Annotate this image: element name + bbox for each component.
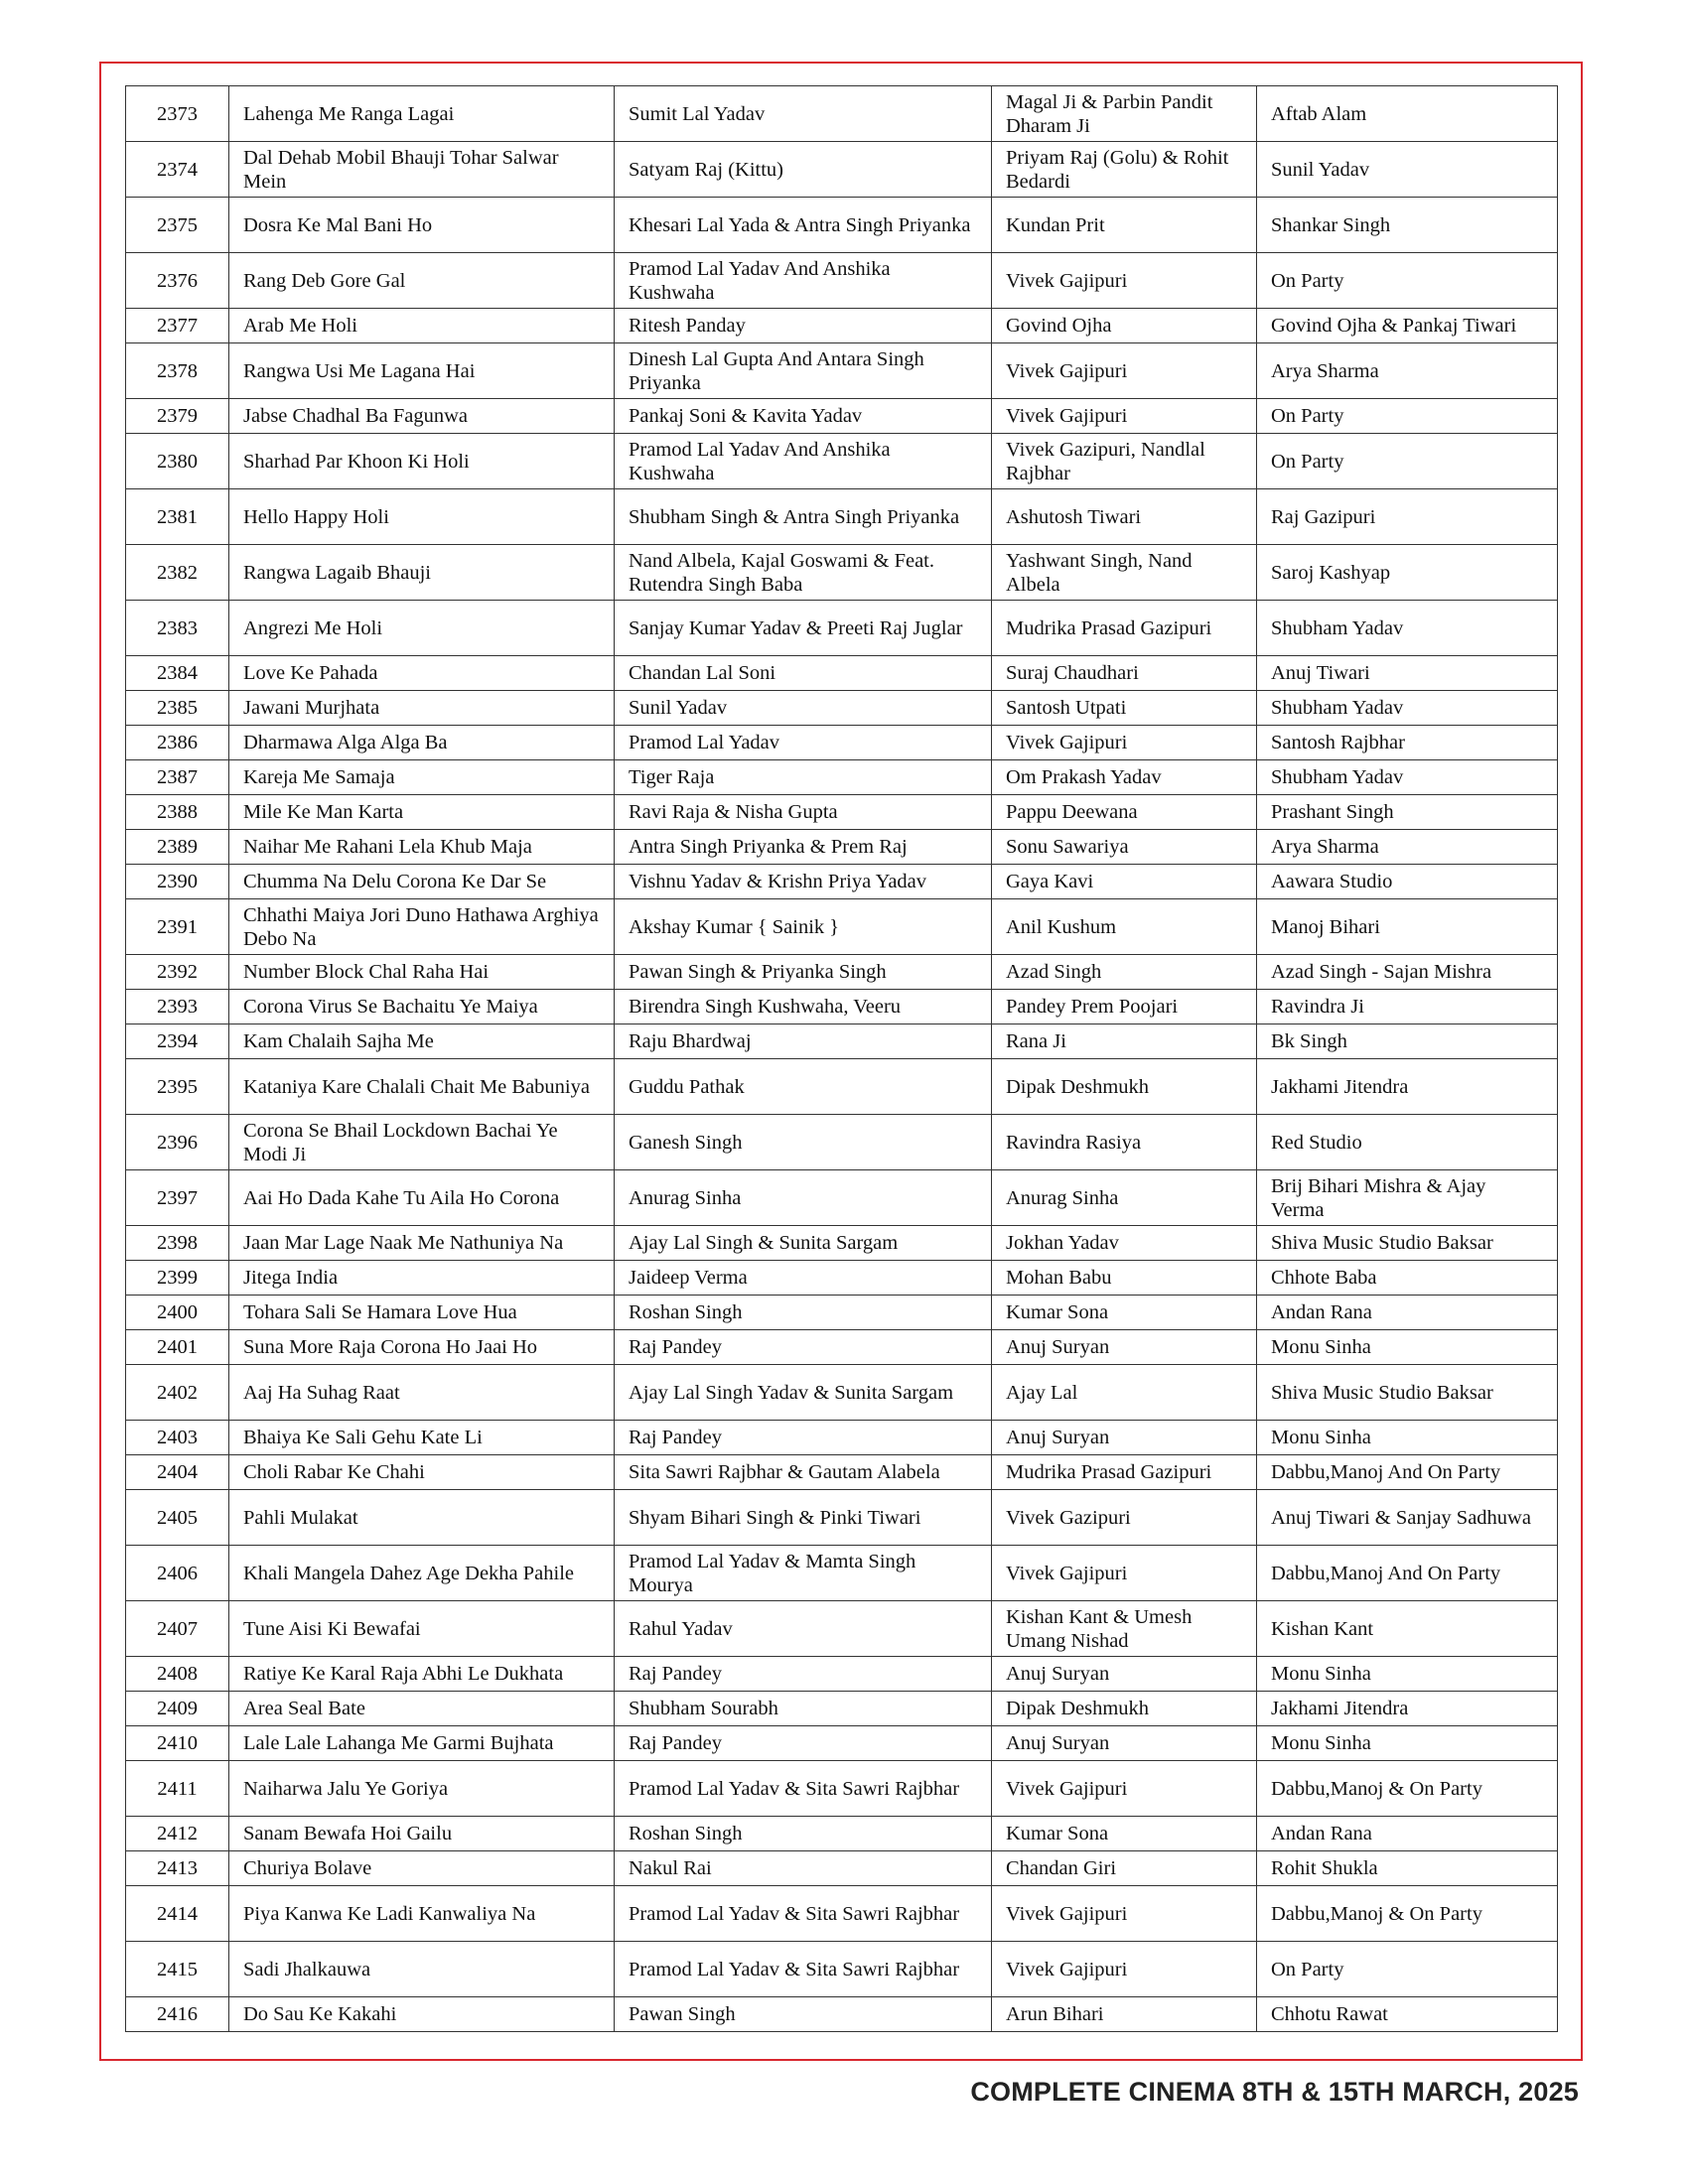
lyricist-cell: Vivek Gajipuri — [992, 726, 1257, 760]
song-number-cell: 2388 — [126, 795, 229, 830]
song-number-cell: 2376 — [126, 253, 229, 309]
table-row — [126, 830, 1558, 865]
music-cell: Prashant Singh — [1257, 795, 1558, 830]
song-title-cell: Aai Ho Dada Kahe Tu Aila Ho Corona — [229, 1170, 615, 1226]
singer-cell: Pramod Lal Yadav & Sita Sawri Rajbhar — [615, 1942, 992, 1997]
singer-cell: Akshay Kumar { Sainik } — [615, 899, 992, 955]
lyricist-cell: Vivek Gajipuri — [992, 343, 1257, 399]
table-row — [126, 726, 1558, 760]
table-row — [126, 899, 1558, 955]
table-row — [126, 795, 1558, 830]
song-title-cell: Rangwa Usi Me Lagana Hai — [229, 343, 615, 399]
table-row — [126, 1997, 1558, 2032]
lyricist-cell: Om Prakash Yadav — [992, 760, 1257, 795]
music-cell: Shubham Yadav — [1257, 760, 1558, 795]
lyricist-cell: Vivek Gajipuri — [992, 1886, 1257, 1942]
singer-cell: Pramod Lal Yadav & Mamta Singh Mourya — [615, 1546, 992, 1601]
song-number-cell: 2400 — [126, 1296, 229, 1330]
table-row — [126, 1261, 1558, 1296]
music-cell: Manoj Bihari — [1257, 899, 1558, 955]
table-row — [126, 309, 1558, 343]
music-cell: On Party — [1257, 253, 1558, 309]
music-cell: Bk Singh — [1257, 1024, 1558, 1059]
music-cell: Chhote Baba — [1257, 1261, 1558, 1296]
music-cell: Red Studio — [1257, 1115, 1558, 1170]
song-title-cell: Corona Virus Se Bachaitu Ye Maiya — [229, 990, 615, 1024]
song-title-cell: Aaj Ha Suhag Raat — [229, 1365, 615, 1421]
song-title-cell: Do Sau Ke Kakahi — [229, 1997, 615, 2032]
song-number-cell: 2393 — [126, 990, 229, 1024]
song-table-body — [126, 86, 1558, 2032]
lyricist-cell: Kumar Sona — [992, 1817, 1257, 1851]
lyricist-cell: Jokhan Yadav — [992, 1226, 1257, 1261]
lyricist-cell: Pappu Deewana — [992, 795, 1257, 830]
singer-cell: Pawan Singh & Priyanka Singh — [615, 955, 992, 990]
singer-cell: Sunil Yadav — [615, 691, 992, 726]
page-frame — [99, 62, 1583, 2061]
lyricist-cell: Vivek Gajipuri — [992, 1761, 1257, 1817]
music-cell: Shubham Yadav — [1257, 691, 1558, 726]
lyricist-cell: Gaya Kavi — [992, 865, 1257, 899]
lyricist-cell: Anuj Suryan — [992, 1726, 1257, 1761]
lyricist-cell: Kundan Prit — [992, 198, 1257, 253]
song-number-cell: 2379 — [126, 399, 229, 434]
song-number-cell: 2416 — [126, 1997, 229, 2032]
song-number-cell: 2405 — [126, 1490, 229, 1546]
lyricist-cell: Vivek Gajipuri — [992, 1942, 1257, 1997]
song-number-cell: 2390 — [126, 865, 229, 899]
singer-cell: Shubham Sourabh — [615, 1692, 992, 1726]
table-row — [126, 1024, 1558, 1059]
table-row — [126, 1490, 1558, 1546]
table-row — [126, 434, 1558, 489]
song-number-cell: 2381 — [126, 489, 229, 545]
table-row — [126, 691, 1558, 726]
lyricist-cell: Anuj Suryan — [992, 1657, 1257, 1692]
lyricist-cell: Kishan Kant & Umesh Umang Nishad — [992, 1601, 1257, 1657]
song-number-cell: 2396 — [126, 1115, 229, 1170]
music-cell: Brij Bihari Mishra & Ajay Verma — [1257, 1170, 1558, 1226]
singer-cell: Pramod Lal Yadav And Anshika Kushwaha — [615, 253, 992, 309]
singer-cell: Raj Pandey — [615, 1657, 992, 1692]
song-title-cell: Dharmawa Alga Alga Ba — [229, 726, 615, 760]
table-row — [126, 1851, 1558, 1886]
song-title-cell: Arab Me Holi — [229, 309, 615, 343]
singer-cell: Ravi Raja & Nisha Gupta — [615, 795, 992, 830]
song-title-cell: Pahli Mulakat — [229, 1490, 615, 1546]
music-cell: Saroj Kashyap — [1257, 545, 1558, 601]
music-cell: Govind Ojha & Pankaj Tiwari — [1257, 309, 1558, 343]
song-number-cell: 2380 — [126, 434, 229, 489]
music-cell: Monu Sinha — [1257, 1421, 1558, 1455]
song-number-cell: 2386 — [126, 726, 229, 760]
song-number-cell: 2415 — [126, 1942, 229, 1997]
song-title-cell: Tohara Sali Se Hamara Love Hua — [229, 1296, 615, 1330]
song-title-cell: Sanam Bewafa Hoi Gailu — [229, 1817, 615, 1851]
music-cell: Monu Sinha — [1257, 1657, 1558, 1692]
table-row — [126, 198, 1558, 253]
lyricist-cell: Mudrika Prasad Gazipuri — [992, 1455, 1257, 1490]
table-row — [126, 1296, 1558, 1330]
song-title-cell: Jaan Mar Lage Naak Me Nathuniya Na — [229, 1226, 615, 1261]
music-cell: Andan Rana — [1257, 1296, 1558, 1330]
lyricist-cell: Ashutosh Tiwari — [992, 489, 1257, 545]
song-number-cell: 2411 — [126, 1761, 229, 1817]
lyricist-cell: Sonu Sawariya — [992, 830, 1257, 865]
song-number-cell: 2385 — [126, 691, 229, 726]
song-title-cell: Choli Rabar Ke Chahi — [229, 1455, 615, 1490]
table-row — [126, 489, 1558, 545]
music-cell: Andan Rana — [1257, 1817, 1558, 1851]
music-cell: Dabbu,Manoj & On Party — [1257, 1761, 1558, 1817]
lyricist-cell: Pandey Prem Poojari — [992, 990, 1257, 1024]
music-cell: Anuj Tiwari — [1257, 656, 1558, 691]
song-number-cell: 2395 — [126, 1059, 229, 1115]
song-title-cell: Tune Aisi Ki Bewafai — [229, 1601, 615, 1657]
table-row — [126, 1601, 1558, 1657]
song-number-cell: 2389 — [126, 830, 229, 865]
music-cell: Shubham Yadav — [1257, 601, 1558, 656]
lyricist-cell: Suraj Chaudhari — [992, 656, 1257, 691]
song-title-cell: Mile Ke Man Karta — [229, 795, 615, 830]
music-cell: Monu Sinha — [1257, 1726, 1558, 1761]
table-row — [126, 760, 1558, 795]
singer-cell: Raj Pandey — [615, 1726, 992, 1761]
music-cell: Azad Singh - Sajan Mishra — [1257, 955, 1558, 990]
song-number-cell: 2392 — [126, 955, 229, 990]
song-title-cell: Sharhad Par Khoon Ki Holi — [229, 434, 615, 489]
singer-cell: Raj Pandey — [615, 1421, 992, 1455]
song-title-cell: Churiya Bolave — [229, 1851, 615, 1886]
song-title-cell: Dosra Ke Mal Bani Ho — [229, 198, 615, 253]
singer-cell: Satyam Raj (Kittu) — [615, 142, 992, 198]
music-cell: Chhotu Rawat — [1257, 1997, 1558, 2032]
song-number-cell: 2378 — [126, 343, 229, 399]
singer-cell: Sanjay Kumar Yadav & Preeti Raj Juglar — [615, 601, 992, 656]
table-row — [126, 990, 1558, 1024]
singer-cell: Pramod Lal Yadav And Anshika Kushwaha — [615, 434, 992, 489]
singer-cell: Ajay Lal Singh Yadav & Sunita Sargam — [615, 1365, 992, 1421]
song-number-cell: 2407 — [126, 1601, 229, 1657]
singer-cell: Ganesh Singh — [615, 1115, 992, 1170]
singer-cell: Dinesh Lal Gupta And Antara Singh Priyanka — [615, 343, 992, 399]
lyricist-cell: Chandan Giri — [992, 1851, 1257, 1886]
lyricist-cell: Anuj Suryan — [992, 1421, 1257, 1455]
song-number-cell: 2406 — [126, 1546, 229, 1601]
music-cell: Rohit Shukla — [1257, 1851, 1558, 1886]
table-row — [126, 955, 1558, 990]
music-cell: Anuj Tiwari & Sanjay Sadhuwa — [1257, 1490, 1558, 1546]
table-row — [126, 1546, 1558, 1601]
song-number-cell: 2375 — [126, 198, 229, 253]
song-title-cell: Jabse Chadhal Ba Fagunwa — [229, 399, 615, 434]
song-number-cell: 2412 — [126, 1817, 229, 1851]
table-row — [126, 142, 1558, 198]
song-number-cell: 2391 — [126, 899, 229, 955]
song-title-cell: Bhaiya Ke Sali Gehu Kate Li — [229, 1421, 615, 1455]
lyricist-cell: Anil Kushum — [992, 899, 1257, 955]
song-number-cell: 2397 — [126, 1170, 229, 1226]
singer-cell: Khesari Lal Yada & Antra Singh Priyanka — [615, 198, 992, 253]
table-row — [126, 253, 1558, 309]
music-cell: On Party — [1257, 1942, 1558, 1997]
lyricist-cell: Yashwant Singh, Nand Albela — [992, 545, 1257, 601]
table-row — [126, 1657, 1558, 1692]
song-title-cell: Lale Lale Lahanga Me Garmi Bujhata — [229, 1726, 615, 1761]
table-row — [126, 343, 1558, 399]
lyricist-cell: Vivek Gajipuri — [992, 399, 1257, 434]
music-cell: Shiva Music Studio Baksar — [1257, 1226, 1558, 1261]
song-title-cell: Hello Happy Holi — [229, 489, 615, 545]
music-cell: Aawara Studio — [1257, 865, 1558, 899]
music-cell: On Party — [1257, 434, 1558, 489]
song-title-cell: Jawani Murjhata — [229, 691, 615, 726]
singer-cell: Nakul Rai — [615, 1851, 992, 1886]
table-row — [126, 86, 1558, 142]
song-number-cell: 2373 — [126, 86, 229, 142]
song-number-cell: 2409 — [126, 1692, 229, 1726]
music-cell: Kishan Kant — [1257, 1601, 1558, 1657]
singer-cell: Sita Sawri Rajbhar & Gautam Alabela — [615, 1455, 992, 1490]
song-number-cell: 2414 — [126, 1886, 229, 1942]
singer-cell: Rahul Yadav — [615, 1601, 992, 1657]
table-row — [126, 1692, 1558, 1726]
singer-cell: Antra Singh Priyanka & Prem Raj — [615, 830, 992, 865]
singer-cell: Pramod Lal Yadav & Sita Sawri Rajbhar — [615, 1761, 992, 1817]
song-title-cell: Jitega India — [229, 1261, 615, 1296]
song-title-cell: Piya Kanwa Ke Ladi Kanwaliya Na — [229, 1886, 615, 1942]
music-cell: Ravindra Ji — [1257, 990, 1558, 1024]
song-number-cell: 2410 — [126, 1726, 229, 1761]
lyricist-cell: Govind Ojha — [992, 309, 1257, 343]
song-number-cell: 2402 — [126, 1365, 229, 1421]
song-number-cell: 2399 — [126, 1261, 229, 1296]
table-row — [126, 1170, 1558, 1226]
music-cell: Sunil Yadav — [1257, 142, 1558, 198]
song-title-cell: Rangwa Lagaib Bhauji — [229, 545, 615, 601]
lyricist-cell: Mohan Babu — [992, 1261, 1257, 1296]
table-row — [126, 1226, 1558, 1261]
table-row — [126, 1886, 1558, 1942]
table-row — [126, 1115, 1558, 1170]
lyricist-cell: Ravindra Rasiya — [992, 1115, 1257, 1170]
song-title-cell: Dal Dehab Mobil Bhauji Tohar Salwar Mein — [229, 142, 615, 198]
singer-cell: Raju Bhardwaj — [615, 1024, 992, 1059]
singer-cell: Raj Pandey — [615, 1330, 992, 1365]
lyricist-cell: Arun Bihari — [992, 1997, 1257, 2032]
singer-cell: Roshan Singh — [615, 1296, 992, 1330]
song-title-cell: Rang Deb Gore Gal — [229, 253, 615, 309]
song-number-cell: 2398 — [126, 1226, 229, 1261]
song-number-cell: 2387 — [126, 760, 229, 795]
table-row — [126, 1817, 1558, 1851]
table-row — [126, 1059, 1558, 1115]
singer-cell: Ritesh Panday — [615, 309, 992, 343]
lyricist-cell: Priyam Raj (Golu) & Rohit Bedardi — [992, 142, 1257, 198]
music-cell: Jakhami Jitendra — [1257, 1059, 1558, 1115]
music-cell: Jakhami Jitendra — [1257, 1692, 1558, 1726]
song-number-cell: 2377 — [126, 309, 229, 343]
lyricist-cell: Azad Singh — [992, 955, 1257, 990]
singer-cell: Ajay Lal Singh & Sunita Sargam — [615, 1226, 992, 1261]
singer-cell: Pramod Lal Yadav & Sita Sawri Rajbhar — [615, 1886, 992, 1942]
lyricist-cell: Vivek Gajipuri — [992, 1546, 1257, 1601]
song-title-cell: Chumma Na Delu Corona Ke Dar Se — [229, 865, 615, 899]
singer-cell: Pankaj Soni & Kavita Yadav — [615, 399, 992, 434]
music-cell: Shiva Music Studio Baksar — [1257, 1365, 1558, 1421]
lyricist-cell: Vivek Gajipuri — [992, 253, 1257, 309]
singer-cell: Chandan Lal Soni — [615, 656, 992, 691]
lyricist-cell: Dipak Deshmukh — [992, 1692, 1257, 1726]
table-row — [126, 1942, 1558, 1997]
singer-cell: Guddu Pathak — [615, 1059, 992, 1115]
singer-cell: Shubham Singh & Antra Singh Priyanka — [615, 489, 992, 545]
lyricist-cell: Ajay Lal — [992, 1365, 1257, 1421]
singer-cell: Pramod Lal Yadav — [615, 726, 992, 760]
music-cell: Raj Gazipuri — [1257, 489, 1558, 545]
table-row — [126, 865, 1558, 899]
music-cell: Monu Sinha — [1257, 1330, 1558, 1365]
music-cell: Dabbu,Manoj And On Party — [1257, 1546, 1558, 1601]
table-row — [126, 1365, 1558, 1421]
music-cell: Arya Sharma — [1257, 830, 1558, 865]
song-title-cell: Area Seal Bate — [229, 1692, 615, 1726]
song-title-cell: Naihar Me Rahani Lela Khub Maja — [229, 830, 615, 865]
singer-cell: Anurag Sinha — [615, 1170, 992, 1226]
lyricist-cell: Magal Ji & Parbin Pandit Dharam Ji — [992, 86, 1257, 142]
lyricist-cell: Santosh Utpati — [992, 691, 1257, 726]
song-number-cell: 2413 — [126, 1851, 229, 1886]
singer-cell: Sumit Lal Yadav — [615, 86, 992, 142]
song-title-cell: Kataniya Kare Chalali Chait Me Babuniya — [229, 1059, 615, 1115]
song-number-cell: 2374 — [126, 142, 229, 198]
song-number-cell: 2394 — [126, 1024, 229, 1059]
lyricist-cell: Rana Ji — [992, 1024, 1257, 1059]
song-title-cell: Angrezi Me Holi — [229, 601, 615, 656]
lyricist-cell: Anurag Sinha — [992, 1170, 1257, 1226]
singer-cell: Tiger Raja — [615, 760, 992, 795]
footer-caption: COMPLETE CINEMA 8TH & 15TH MARCH, 2025 — [970, 2077, 1579, 2107]
singer-cell: Vishnu Yadav & Krishn Priya Yadav — [615, 865, 992, 899]
singer-cell: Shyam Bihari Singh & Pinki Tiwari — [615, 1490, 992, 1546]
music-cell: Dabbu,Manoj And On Party — [1257, 1455, 1558, 1490]
table-row — [126, 545, 1558, 601]
table-row — [126, 1330, 1558, 1365]
song-number-cell: 2408 — [126, 1657, 229, 1692]
song-number-cell: 2384 — [126, 656, 229, 691]
song-title-cell: Ratiye Ke Karal Raja Abhi Le Dukhata — [229, 1657, 615, 1692]
lyricist-cell: Dipak Deshmukh — [992, 1059, 1257, 1115]
table-row — [126, 1726, 1558, 1761]
singer-cell: Jaideep Verma — [615, 1261, 992, 1296]
song-title-cell: Love Ke Pahada — [229, 656, 615, 691]
lyricist-cell: Vivek Gazipuri, Nandlal Rajbhar — [992, 434, 1257, 489]
lyricist-cell: Mudrika Prasad Gazipuri — [992, 601, 1257, 656]
table-row — [126, 1455, 1558, 1490]
song-number-cell: 2403 — [126, 1421, 229, 1455]
song-table — [125, 85, 1558, 2032]
table-row — [126, 1421, 1558, 1455]
song-title-cell: Lahenga Me Ranga Lagai — [229, 86, 615, 142]
table-row — [126, 399, 1558, 434]
music-cell: Dabbu,Manoj & On Party — [1257, 1886, 1558, 1942]
song-title-cell: Kam Chalaih Sajha Me — [229, 1024, 615, 1059]
song-title-cell: Suna More Raja Corona Ho Jaai Ho — [229, 1330, 615, 1365]
singer-cell: Nand Albela, Kajal Goswami & Feat. Rutendra Singh Baba — [615, 545, 992, 601]
lyricist-cell: Anuj Suryan — [992, 1330, 1257, 1365]
song-number-cell: 2383 — [126, 601, 229, 656]
song-title-cell: Khali Mangela Dahez Age Dekha Pahile — [229, 1546, 615, 1601]
song-number-cell: 2401 — [126, 1330, 229, 1365]
singer-cell: Birendra Singh Kushwaha, Veeru — [615, 990, 992, 1024]
song-number-cell: 2404 — [126, 1455, 229, 1490]
music-cell: Shankar Singh — [1257, 198, 1558, 253]
table-row — [126, 601, 1558, 656]
lyricist-cell: Kumar Sona — [992, 1296, 1257, 1330]
singer-cell: Roshan Singh — [615, 1817, 992, 1851]
music-cell: On Party — [1257, 399, 1558, 434]
music-cell: Arya Sharma — [1257, 343, 1558, 399]
music-cell: Santosh Rajbhar — [1257, 726, 1558, 760]
table-row — [126, 656, 1558, 691]
song-title-cell: Kareja Me Samaja — [229, 760, 615, 795]
song-title-cell: Sadi Jhalkauwa — [229, 1942, 615, 1997]
lyricist-cell: Vivek Gazipuri — [992, 1490, 1257, 1546]
song-title-cell: Corona Se Bhail Lockdown Bachai Ye Modi Ji — [229, 1115, 615, 1170]
song-title-cell: Naiharwa Jalu Ye Goriya — [229, 1761, 615, 1817]
table-row — [126, 1761, 1558, 1817]
song-title-cell: Number Block Chal Raha Hai — [229, 955, 615, 990]
singer-cell: Pawan Singh — [615, 1997, 992, 2032]
music-cell: Aftab Alam — [1257, 86, 1558, 142]
song-title-cell: Chhathi Maiya Jori Duno Hathawa Arghiya Debo Na — [229, 899, 615, 955]
song-number-cell: 2382 — [126, 545, 229, 601]
